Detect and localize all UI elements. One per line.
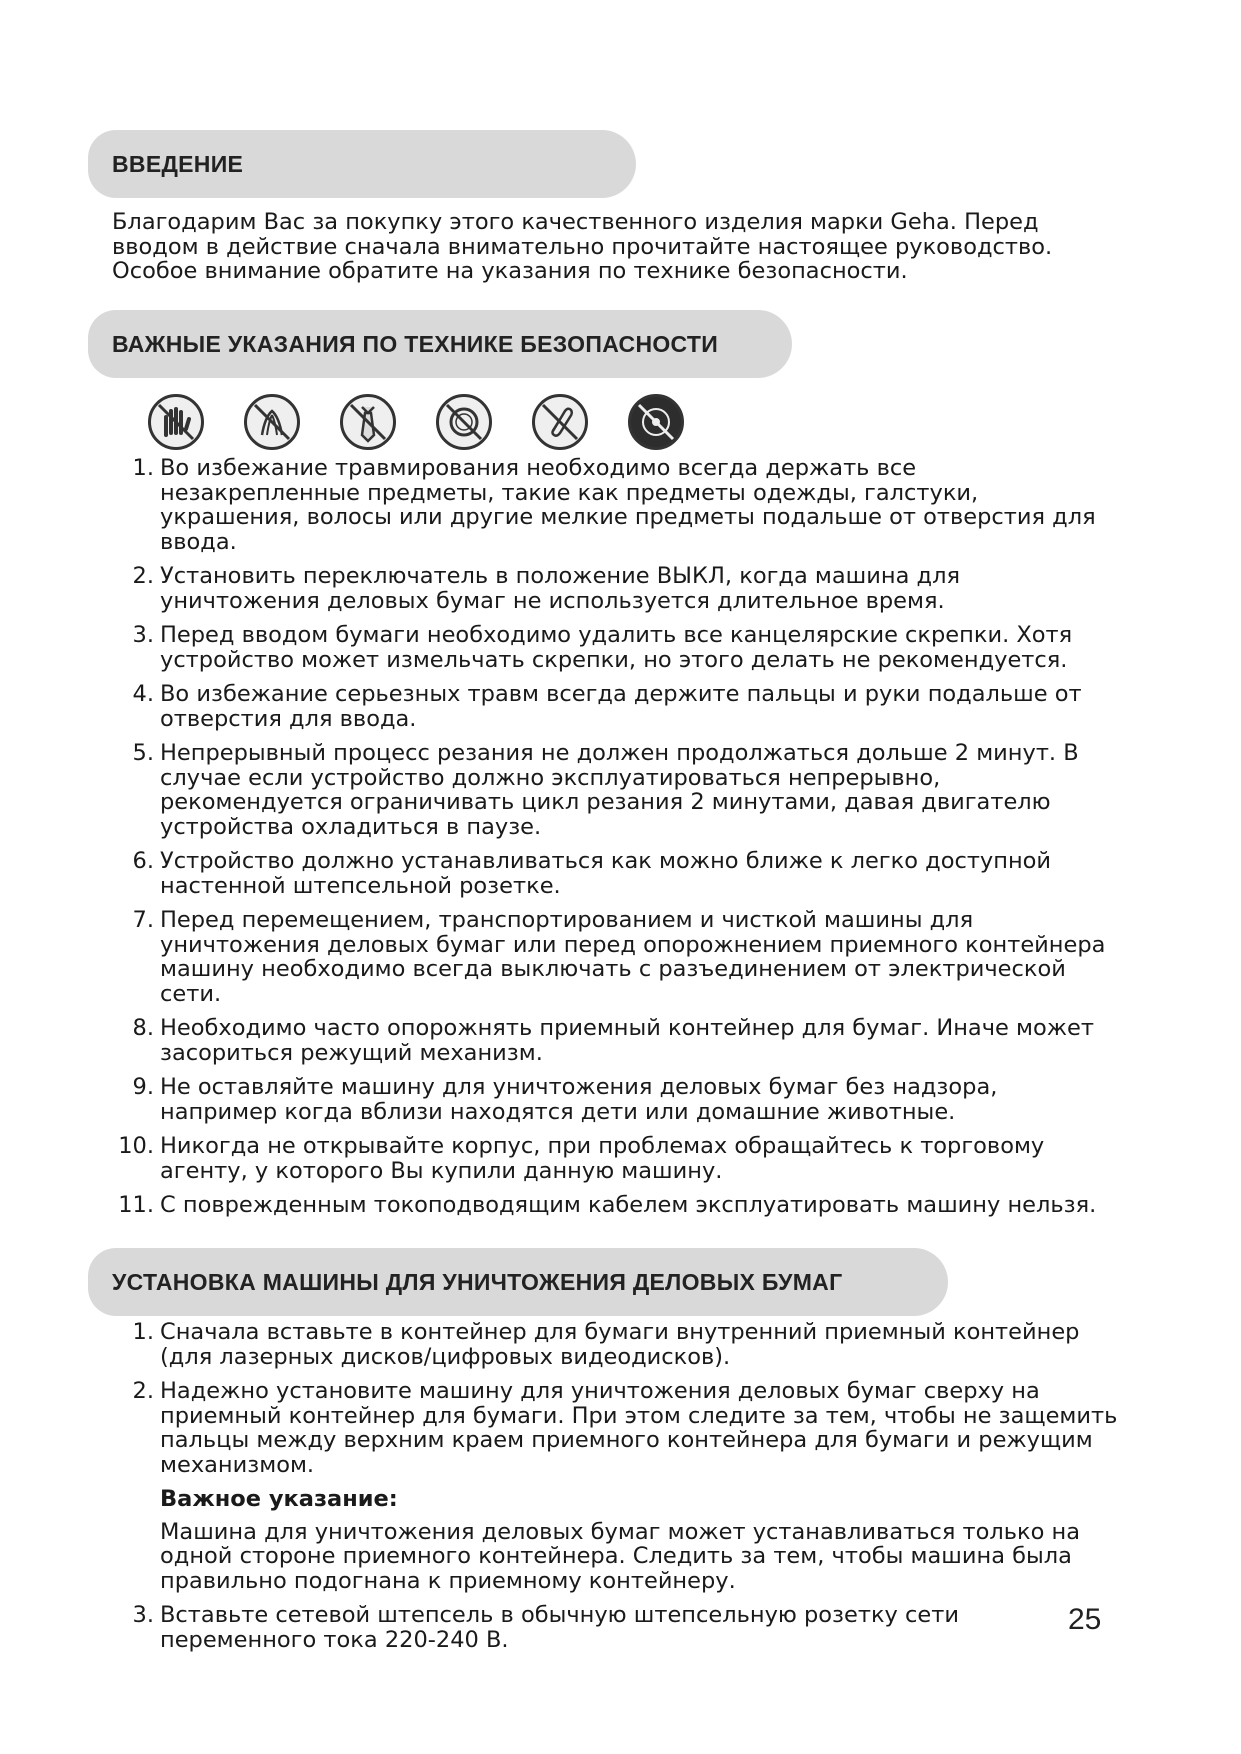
- safety-heading: ВАЖНЫЕ УКАЗАНИЯ ПО ТЕХНИКЕ БЕЗОПАСНОСТИ: [112, 330, 719, 357]
- no-hair-icon: [244, 394, 300, 450]
- intro-heading: ВВЕДЕНИЕ: [112, 150, 244, 177]
- no-hands-icon: [148, 394, 204, 450]
- list-item: 9. Не оставляйте машину для уничтожения деловых бумаг без надзора, например когда вблизи находятся дети или домашние животные.: [132, 1074, 998, 1125]
- list-item: 2. Надежно установите машину для уничтожения деловых бумаг сверху на приемный контейнер для бумаги. При этом следите за тем, чтобы не защемить пальцы между верхним краем приемного контейнера для бумаги и режущим механизмом. Важное указание: Машина для уничтожения деловых бумаг может устанавливаться только на одной стороне приемного контейнера. Следить за тем, чтобы машина была правильно подогнана к приемному контейнеру.: [0, 1379, 1120, 1593]
- no-clips-icon: [532, 394, 588, 450]
- setup-list: [0, 1320, 1241, 1652]
- no-jewelry-icon: [436, 394, 492, 450]
- no-tie-icon: [340, 394, 396, 450]
- important-note-text: Машина для уничтожения деловых бумаг может устанавливаться только на одной стороне приемного контейнера. Следить за тем, чтобы машина была правильно подогнана к приемному контейнеру.: [160, 1518, 1081, 1594]
- list-item: 10. Никогда не открывайте корпус, при проблемах обращайтесь к торговому агенту, у которого Вы купили данную машину.: [118, 1133, 1045, 1184]
- intro-heading-box: [88, 130, 636, 198]
- list-item: 8. Необходимо часто опорожнять приемный контейнер для бумаг. Иначе может засориться режущий механизм.: [132, 1015, 1094, 1066]
- intro-paragraph: Благодарим Вас за покупку этого качественного изделия марки Geha. Перед вводом в действие сначала внимательно прочитайте настоящее руководство. Особое внимание обратите на указания по технике безопасности.: [112, 209, 1053, 284]
- no-cd-icon: [628, 394, 684, 450]
- list-item: 5. Непрерывный процесс резания не должен продолжаться дольше 2 минут. В случае если устройство должно эксплуатироваться непрерывно, рекомендуется ограничивать цикл резания 2 минутами, давая двигателю устройства охладиться в паузе.: [132, 740, 1079, 840]
- list-item: 3. Перед вводом бумаги необходимо удалить все канцелярские скрепки. Хотя устройство может измельчать скрепки, но этого делать не рекомендуется.: [132, 622, 1073, 673]
- list-item: 7. Перед перемещением, транспортированием и чисткой машины для уничтожения деловых бумаг или перед опорожнением приемного контейнера машину необходимо всегда выключать с разъединением от электрической сети.: [132, 907, 1106, 1007]
- safety-list: [0, 456, 1241, 1218]
- list-item: 4. Во избежание серьезных травм всегда держите пальцы и руки подальше от отверстия для ввода.: [132, 681, 1082, 732]
- list-item: 6. Устройство должно устанавливаться как можно ближе к легко доступной настенной штепсельной розетке.: [132, 848, 1052, 899]
- setup-heading: УСТАНОВКА МАШИНЫ ДЛЯ УНИЧТОЖЕНИЯ ДЕЛОВЫХ БУМАГ: [112, 1268, 843, 1295]
- list-item: 1. Сначала вставьте в контейнер для бумаги внутренний приемный контейнер (для лазерных дисков/цифровых видеодисков).: [132, 1319, 1080, 1370]
- list-item: 2. Установить переключатель в положение ВЫКЛ, когда машина для уничтожения деловых бумаг не используется длительное время.: [132, 563, 961, 614]
- list-item: 1. Во избежание травмирования необходимо всегда держать все незакрепленные предметы, такие как предметы одежды, галстуки, украшения, волосы или другие мелкие предметы подальше от отверстия для ввода.: [132, 455, 1096, 555]
- setup-heading-box: [88, 1248, 948, 1316]
- page-number: 25: [1068, 1603, 1102, 1636]
- safety-icons-row: [148, 394, 684, 450]
- list-item: 11. С поврежденным токоподводящим кабелем эксплуатировать машину нельзя.: [118, 1192, 1097, 1218]
- list-item: 3. Вставьте сетевой штепсель в обычную штепсельную розетку сети переменного тока 220-240 В.: [132, 1602, 959, 1653]
- important-note-title: Важное указание:: [160, 1486, 398, 1512]
- safety-heading-box: [88, 310, 792, 378]
